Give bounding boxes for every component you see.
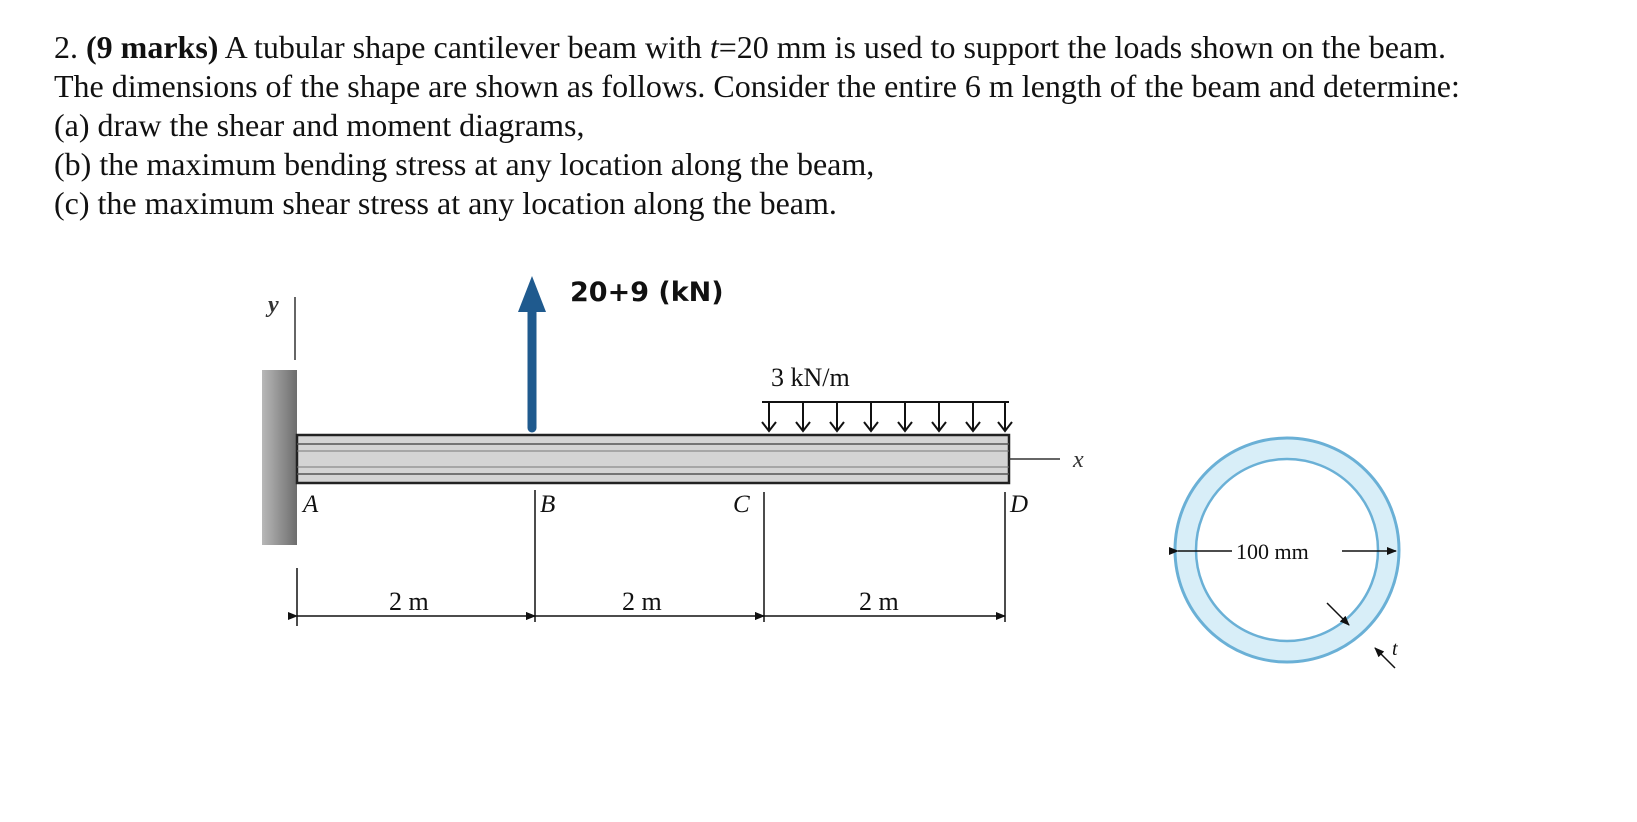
question-text-1a: A tubular shape cantilever beam with xyxy=(218,29,710,65)
question-marks: (9 marks) xyxy=(86,29,219,65)
distributed-load-arrows xyxy=(762,402,1012,431)
point-label-c: C xyxy=(733,491,750,518)
question-number: 2. xyxy=(54,29,78,65)
question-text-1b: =20 mm is used to support the loads shown on the beam. xyxy=(718,29,1447,65)
point-label-d: D xyxy=(1010,491,1029,518)
question-part-c: (c) the maximum shear stress at any location along the beam. xyxy=(54,185,837,221)
point-load-arrow xyxy=(518,276,546,428)
span-label-ab: 2 m xyxy=(389,587,429,616)
distributed-load-label: 3 kN/m xyxy=(771,363,850,392)
fixed-support-wall xyxy=(262,370,297,545)
span-label-cd: 2 m xyxy=(859,587,899,616)
point-label-b: B xyxy=(540,491,556,518)
question-part-b: (b) the maximum bending stress at any location along the beam, xyxy=(54,146,875,182)
y-axis-label: y xyxy=(268,292,279,318)
question-part-a: (a) draw the shear and moment diagrams, xyxy=(54,107,585,143)
point-load-label: 20+9 (kN) xyxy=(570,277,724,308)
diameter-label: 100 mm xyxy=(1236,539,1309,564)
thickness-variable: t xyxy=(709,29,719,65)
beam xyxy=(297,435,1009,483)
point-label-a: A xyxy=(303,491,319,518)
span-label-bc: 2 m xyxy=(622,587,662,616)
x-axis-label: x xyxy=(1073,447,1084,473)
thickness-label: t xyxy=(1392,638,1398,660)
question-line-2: The dimensions of the shape are shown as follows. Consider the entire 6 m length of the beam and determine: xyxy=(54,68,1460,104)
